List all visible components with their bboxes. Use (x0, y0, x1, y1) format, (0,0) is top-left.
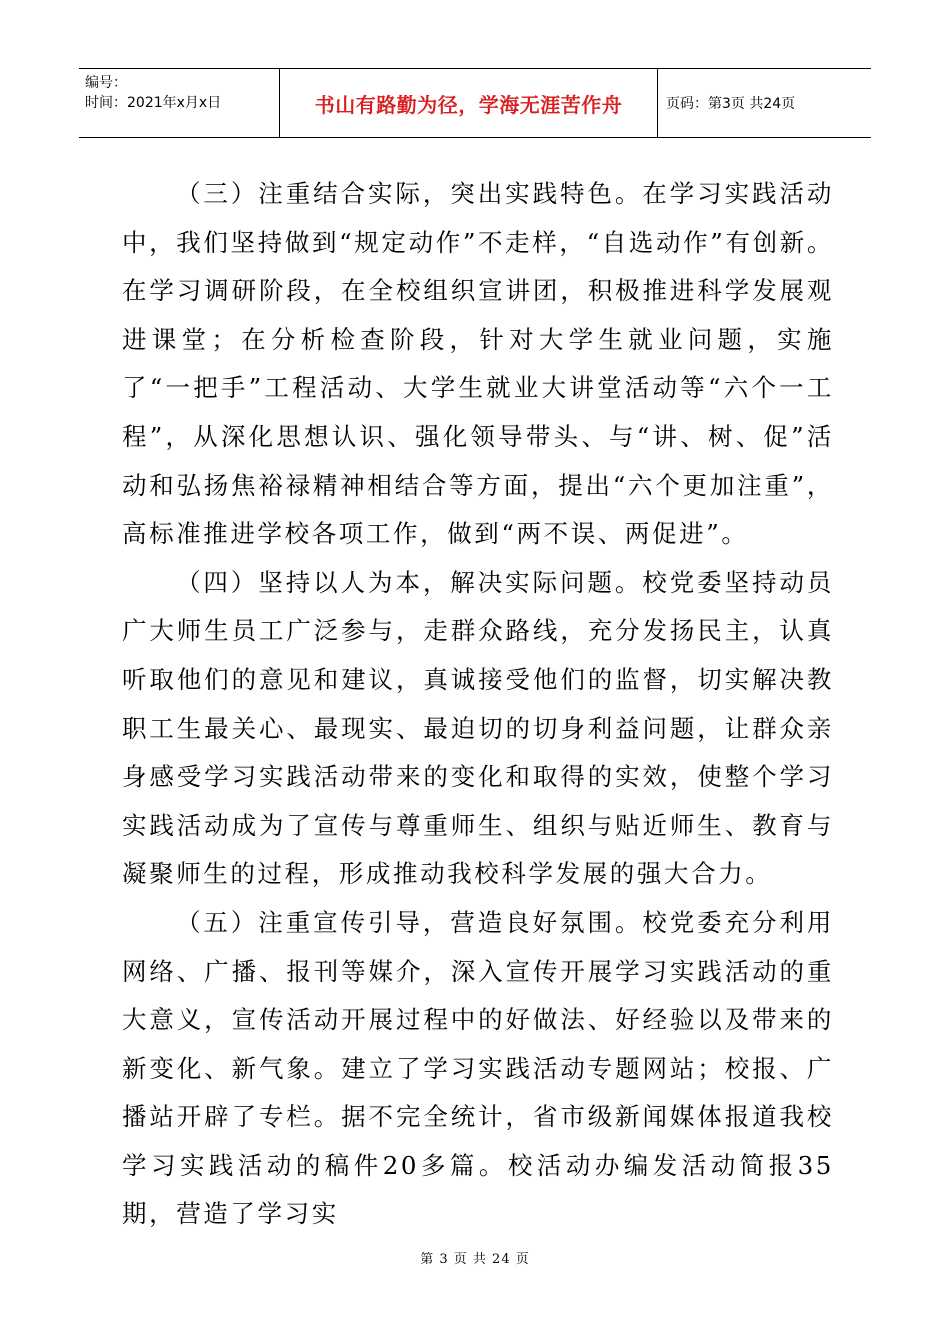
header-page-label: 页码：第3页 共24页 (666, 96, 796, 112)
footer-page-number: 第 3 页 共 24 页 (420, 1252, 530, 1267)
document-body (122, 170, 834, 1239)
header-motto: 书山有路勤为径，学海无涯苦作舟 (314, 92, 623, 117)
document-time-label: 时间：2021年x月x日 (85, 95, 222, 111)
page-footer (0, 1248, 950, 1267)
header-page-cell (658, 69, 871, 137)
header-motto-cell (280, 69, 658, 137)
paragraph-people-oriented: （四）坚持以人为本，解决实际问题。校党委坚持动员广大师生员工广泛参与，走群众路线，充分发扬民主，认真听取他们的意见和建议，真诚接受他们的监督，切实解决教职工生最关心、最现实、最迫切的切身利益问题，让群众亲身感受学习实践活动带来的变化和取得的实效，使整个学习实践活动成为了宣传与尊重师生、组织与贴近师生、教育与凝聚师生的过程，形成推动我校科学发展的强大合力。 (122, 567, 834, 889)
page-header (79, 68, 871, 138)
header-meta-cell (79, 69, 280, 137)
paragraph-practice-features: （三）注重结合实际，突出实践特色。在学习实践活动中，我们坚持做到“规定动作”不走样，“自选动作”有创新。在学习调研阶段，在全校组织宣讲团，积极推进科学发展观进课堂；在分析检查阶段，针对大学生就业问题，实施了“一把手”工程活动、大学生就业大讲堂活动等“六个一工程”，从深化思想认识、强化领导带头、与“讲、树、促”活动和弘扬焦裕禄精神相结合等方面，提出“六个更加注重”，高标准推进学校各项工作，做到“两不误、两促进”。 (122, 179, 834, 549)
document-number-label: 编号： (85, 75, 127, 91)
paragraph-publicity-guidance: （五）注重宣传引导，营造良好氛围。校党委充分利用网络、广播、报刊等媒介，深入宣传开展学习实践活动的重大意义，宣传活动开展过程中的好做法、好经验以及带来的新变化、新气象。建立了学习实践活动专题网站；校报、广播站开辟了专栏。据不完全统计，省市级新闻媒体报道我校学习实践活动的稿件20多篇。校活动办编发活动简报35期，营造了学习实 (122, 907, 834, 1229)
